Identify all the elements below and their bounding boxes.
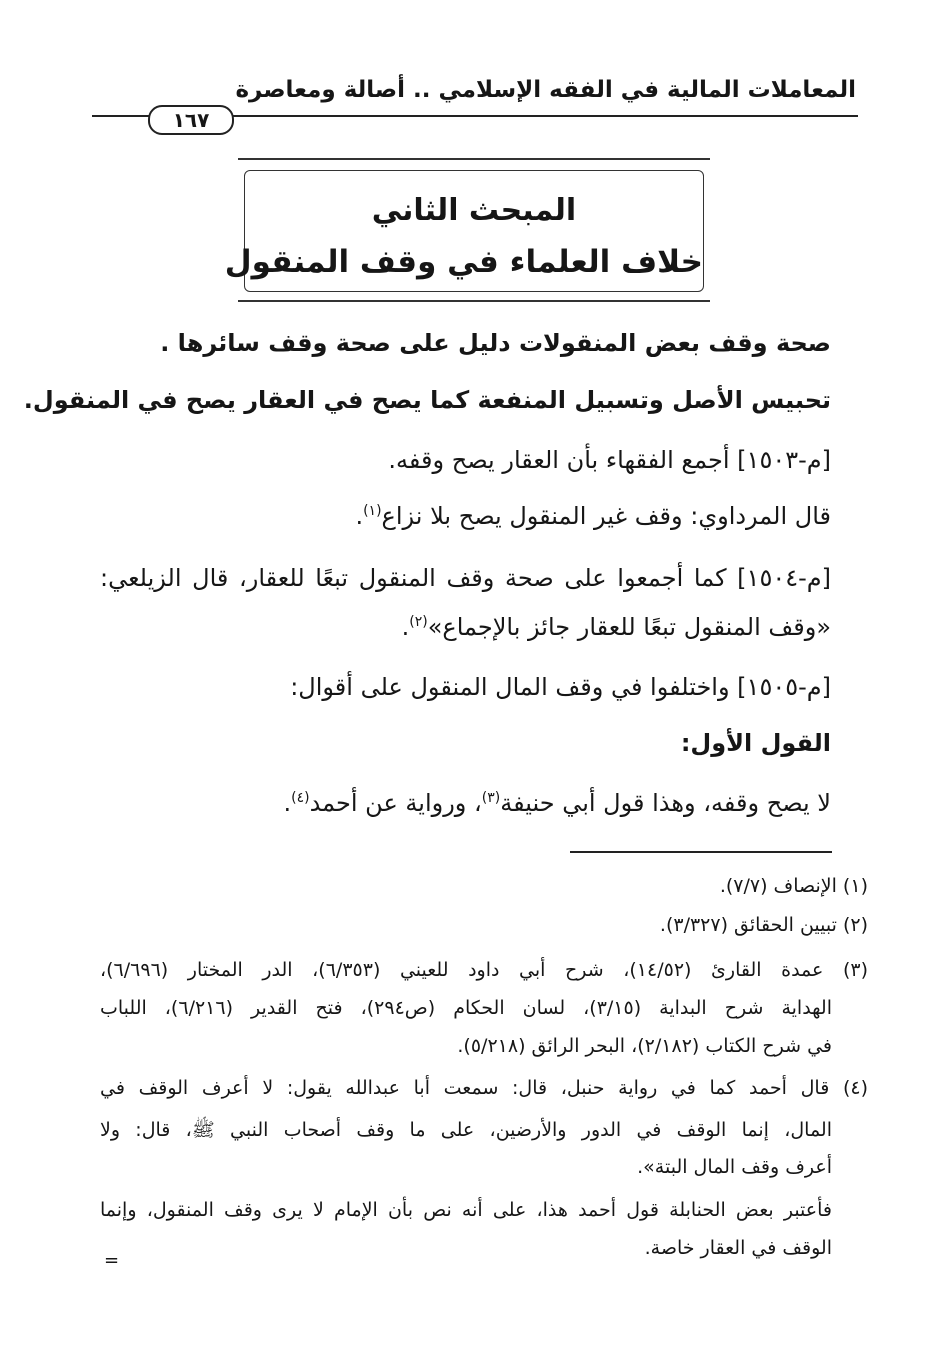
- body-text: قال المرداوي: وقف غير المنقول يصح بلا نزاع: [381, 502, 831, 530]
- body-line-4: [100, 499, 831, 533]
- footnote-2: (٢) تبيين الحقائق (٣/٣٢٧).: [659, 914, 868, 936]
- footnote-rule: [570, 851, 832, 853]
- section-heading-frame: [224, 170, 704, 292]
- body-line-6: [100, 610, 831, 644]
- footnote-3-line-2: الهداية شرح البداية (٣/١٥)، لسان الحكام (ص٢٩٤)، فتح القدير (٦/٢١٦)، اللباب: [100, 997, 833, 1019]
- section-title: المبحث الثاني: [371, 193, 577, 228]
- body-line-8: القول الأول:: [680, 729, 831, 757]
- section-subtitle: خلاف العلماء في وقف المنقول: [224, 244, 703, 280]
- body-line-1: صحة وقف بعض المنقولات دليل على صحة وقف سائرها .: [160, 329, 831, 357]
- body-line-2: تحبيس الأصل وتسبيل المنفعة كما يصح في العقار يصح في المنقول.: [23, 386, 831, 414]
- body-line-5: [م-١٥٠٤] كما أجمعوا على صحة وقف المنقول تبعًا للعقار، قال الزيلعي:: [100, 564, 831, 592]
- page-number: ١٦٧: [148, 105, 234, 135]
- footnote-3-line-3: في شرح الكتاب (٢/١٨٢)، البحر الرائق (٥/٢١٨).: [457, 1035, 832, 1057]
- full-stop: .: [283, 789, 292, 817]
- full-stop: .: [355, 502, 364, 530]
- body-line-9: [100, 786, 831, 820]
- body-text: «وقف المنقول تبعًا للعقار جائز بالإجماع»: [427, 613, 831, 641]
- running-title: المعاملات المالية في الفقه الإسلامي .. أصالة ومعاصرة: [235, 77, 856, 103]
- footnote-4-line-1: (٤) قال أحمد كما في رواية حنبل، قال: سمعت أبا عبدالله يقول: لا أعرف الوقف في: [100, 1077, 868, 1099]
- footnote-4-line-5: الوقف في العقار خاصة.: [644, 1237, 832, 1259]
- footnote-ref: (٤): [291, 790, 310, 806]
- section-heading-box: [224, 158, 710, 302]
- footnote-4-line-4: فأعتبر بعض الحنابلة قول أحمد هذا، على أنه نص بأن الإمام لا يرى وقف المنقول، وإنما: [100, 1199, 832, 1221]
- footnote-4-line-2: المال، إنما الوقف في الدور والأرضين، على ما وقف أصحاب النبي ﷺ، قال: ولا: [100, 1119, 832, 1141]
- body-line-7: [م-١٥٠٥] واختلفوا في وقف المال المنقول على أقوال:: [290, 673, 831, 701]
- footnote-ref: (٢): [409, 614, 428, 630]
- footnote-3-line-1: (٣) عمدة القارئ (١٤/٥٢)، شرح أبي داود للعيني (٦/٣٥٣)، الدر المختار (٦/٦٩٦)،: [100, 959, 868, 981]
- body-text: لا يصح وقفه، وهذا قول أبي حنيفة: [500, 789, 831, 817]
- footnote-ref: (١): [363, 503, 382, 519]
- footnote-4-line-3: أعرف وقف المال البتة».: [637, 1156, 832, 1178]
- continuation-mark: =: [104, 1250, 120, 1271]
- footnote-1: (١) الإنصاف (٧/٧).: [719, 875, 868, 897]
- body-line-3: [م-١٥٠٣] أجمع الفقهاء بأن العقار يصح وقفه.: [388, 446, 831, 474]
- footnote-ref: (٣): [481, 790, 501, 806]
- full-stop: .: [401, 613, 410, 641]
- body-text: ، ورواية عن أحمد: [309, 789, 482, 817]
